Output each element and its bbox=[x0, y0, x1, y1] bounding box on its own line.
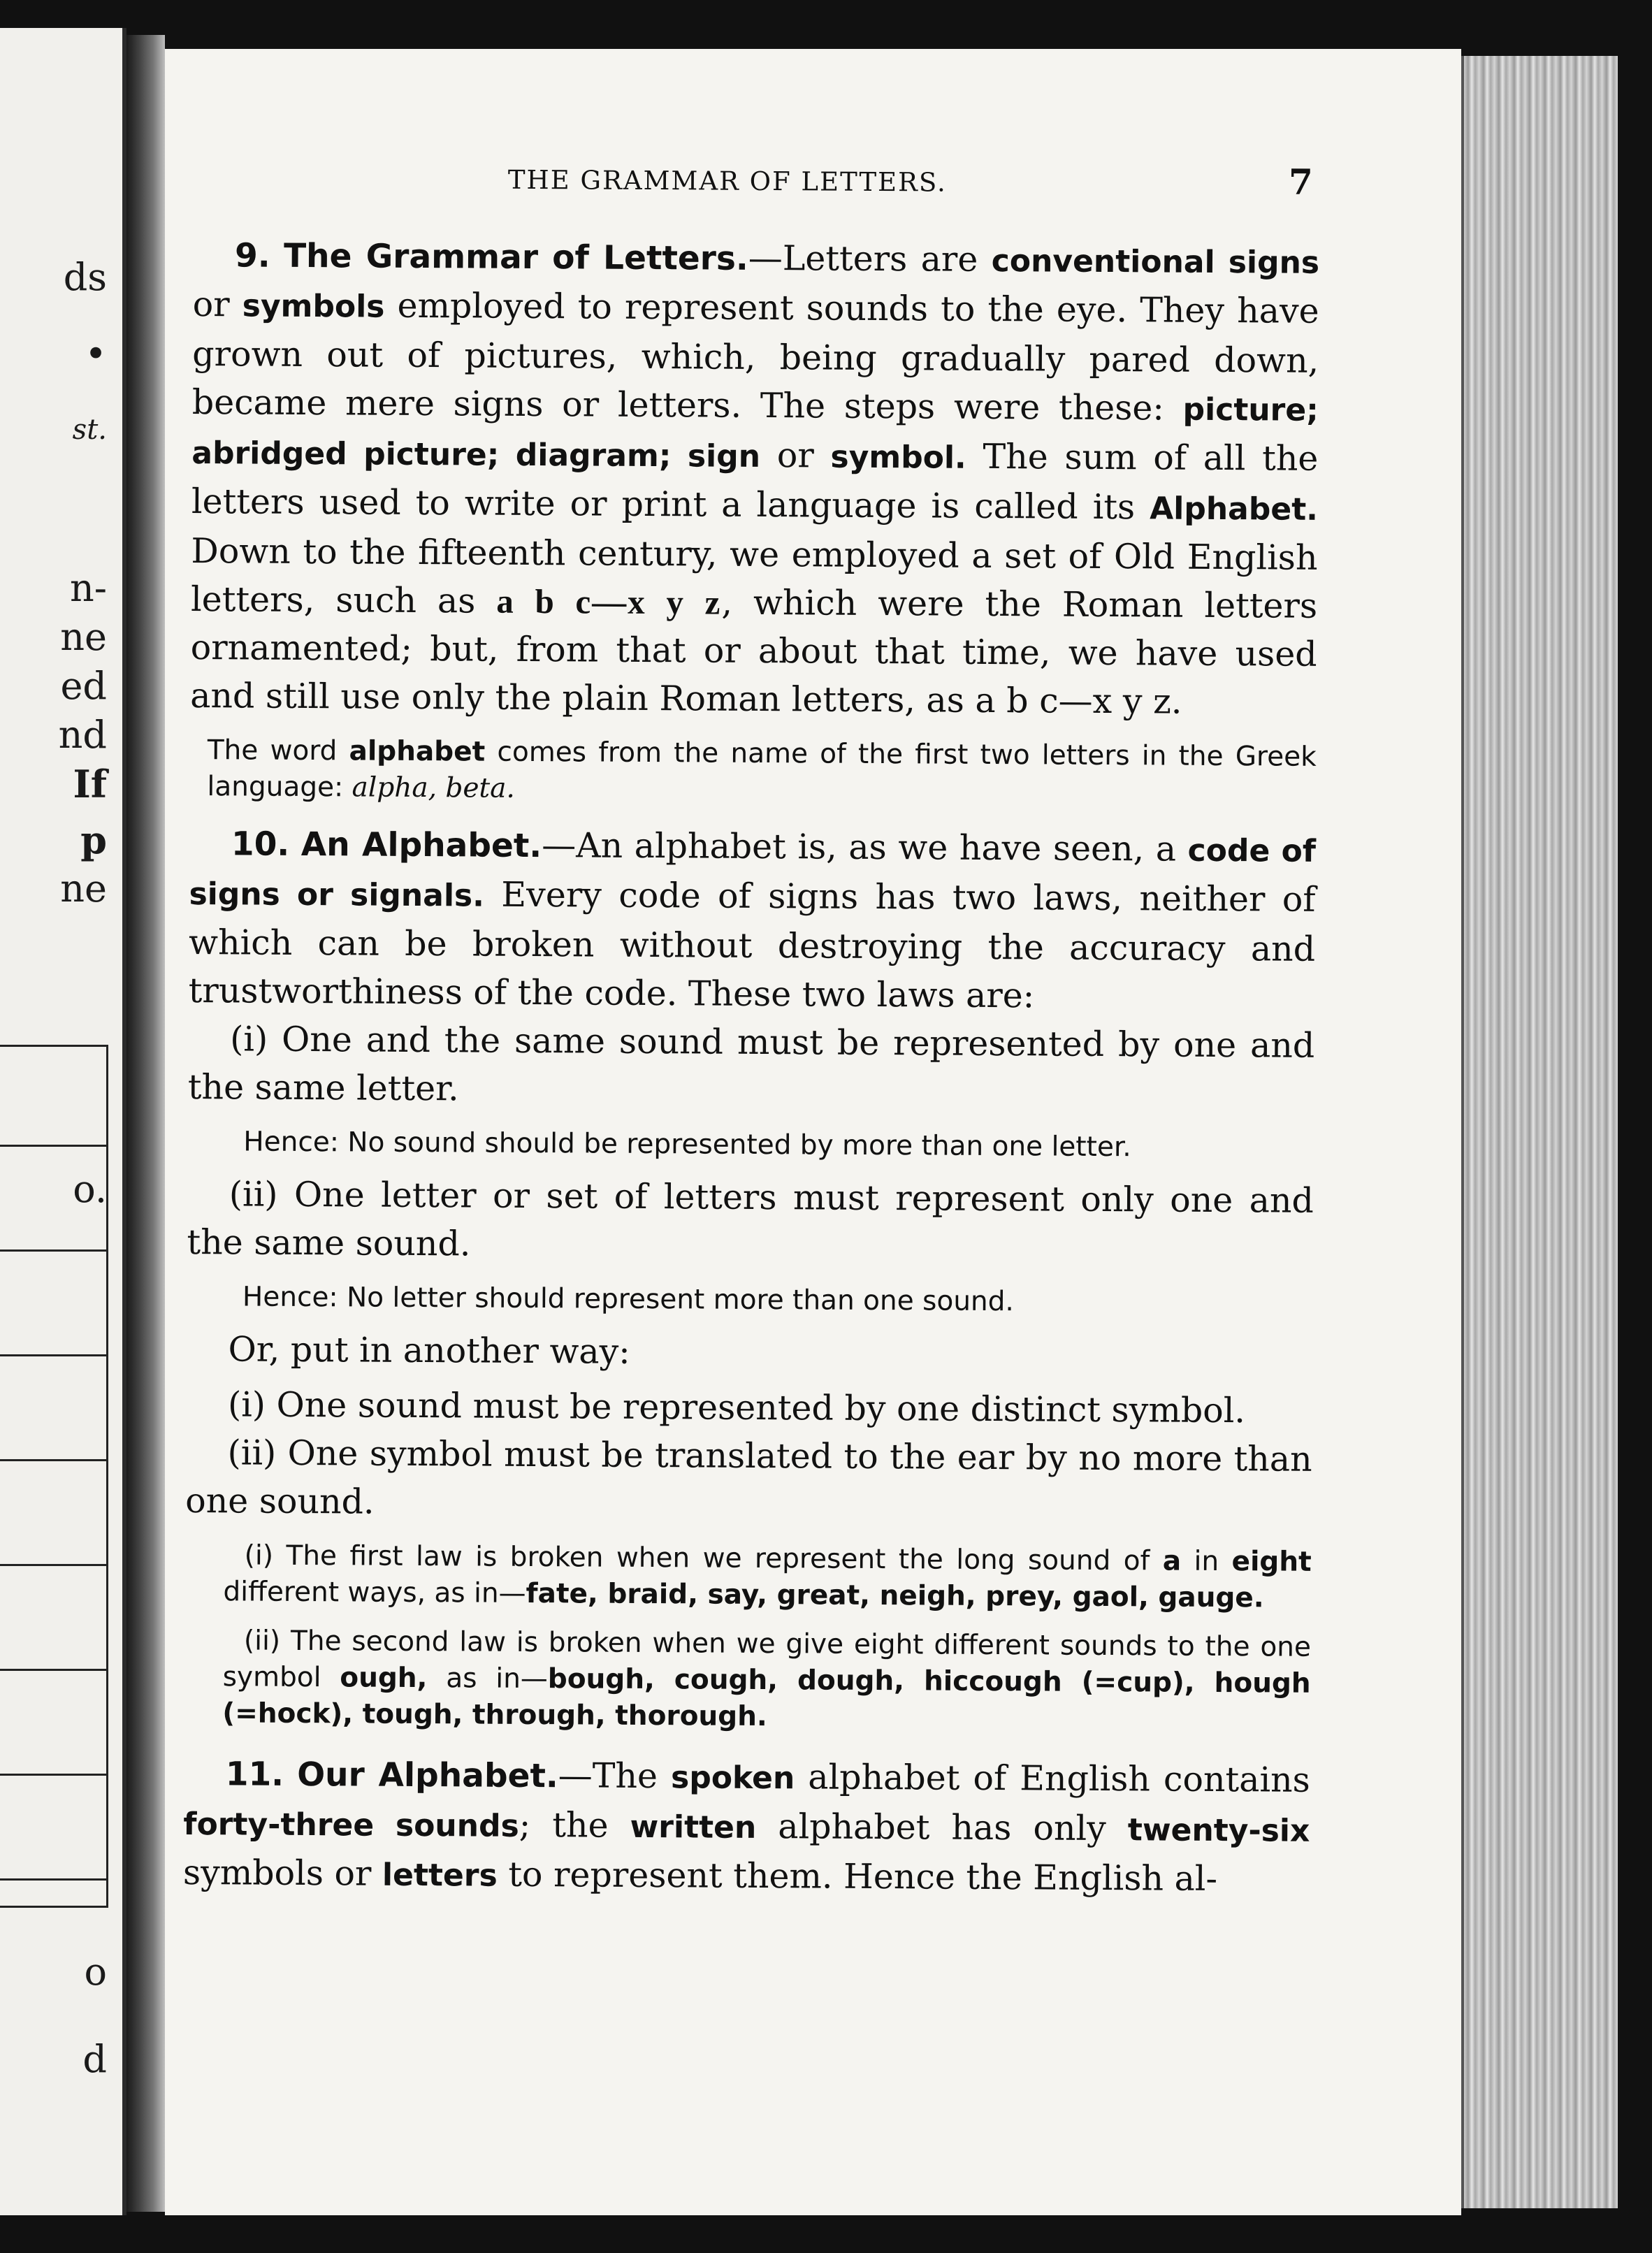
hence-2: Hence: No letter should represent more than one sound. bbox=[242, 1281, 1015, 1318]
text-run: Down to the fifteenth century, we employed a set of Old English letters, such as bbox=[190, 530, 1318, 621]
left-fragment: n- bbox=[69, 566, 107, 610]
alt-law-2: (ii) One symbol must be translated to the ear by no more than one sound. bbox=[185, 1433, 1312, 1522]
text-run: —Letters are bbox=[748, 238, 992, 280]
law-1: (i) One and the same sound must be represented by one and the same letter. bbox=[187, 1019, 1315, 1109]
text-run: The word bbox=[207, 734, 349, 767]
section-9-number: 9. bbox=[234, 236, 270, 275]
text-run: The sum of all the letters used to write or print a language is called its bbox=[191, 436, 1319, 528]
left-fragment: ed bbox=[60, 664, 107, 708]
law-2: (ii) One letter or set of letters must represent only one and the same sound. bbox=[187, 1174, 1314, 1264]
text-run: to represent them. Hence the English al- bbox=[497, 1854, 1218, 1899]
note-first-law bbox=[184, 1537, 1312, 1617]
bold-term: fate, braid, say, great, neigh, prey, gaol, gauge. bbox=[526, 1577, 1264, 1614]
section-11-paragraph bbox=[183, 1749, 1310, 1905]
bold-term: alphabet bbox=[349, 735, 486, 768]
text-run: symbols or bbox=[182, 1852, 383, 1894]
text-run: alphabet of English contains bbox=[795, 1757, 1310, 1800]
page-header bbox=[194, 154, 1320, 210]
bold-term: letters bbox=[382, 1857, 498, 1894]
section-10-number: 10. bbox=[231, 825, 290, 864]
section-11-number: 11. bbox=[225, 1755, 284, 1794]
text-run: (i) The first law is broken when we represent the long sound of bbox=[244, 1540, 1163, 1577]
old-english-letters: a b c—x y z bbox=[496, 581, 722, 622]
italic-term: alpha, beta. bbox=[352, 771, 515, 804]
bold-term: bough, cough, dough, hiccough (=cup), hough (=hock), tough, through, thorough. bbox=[222, 1663, 1311, 1733]
bold-term: picture; abridged picture; diagram; sign bbox=[191, 391, 1319, 474]
text-run: different ways, as in— bbox=[223, 1576, 526, 1609]
left-fragment: o bbox=[84, 1950, 107, 1994]
section-11-title: Our Alphabet. bbox=[297, 1755, 558, 1796]
text-run: —An alphabet is, as we have seen, a bbox=[542, 825, 1188, 869]
previous-page bbox=[0, 28, 126, 2215]
or-line: Or, put in another way: bbox=[228, 1329, 630, 1372]
section-9-paragraph bbox=[190, 231, 1319, 727]
page-number: 7 bbox=[1288, 161, 1313, 203]
text-run: or bbox=[192, 284, 242, 325]
left-fragment: If bbox=[73, 762, 107, 806]
bold-term: conventional signs bbox=[991, 242, 1320, 281]
text-run: Every code of signs has two laws, neither of which can be broken without destroying the accuracy and trustworthiness of the code. These two laws are: bbox=[188, 874, 1316, 1016]
bold-term: a bbox=[1162, 1545, 1182, 1577]
left-fragment: ne bbox=[60, 615, 107, 659]
left-fragment: ds bbox=[63, 255, 107, 299]
text-run: (ii) The second law is broken when we give eight different sounds to the one symbol bbox=[222, 1625, 1312, 1694]
section-9-note bbox=[189, 732, 1317, 812]
text-run: employed to represent sounds to the eye. They have grown out of pictures, which, being gradually pared down, became mere signs or letters. The steps were these: bbox=[191, 285, 1319, 428]
bold-term: spoken bbox=[670, 1760, 795, 1797]
bold-term: eight bbox=[1231, 1546, 1312, 1578]
bold-term: twenty-six bbox=[1127, 1812, 1310, 1849]
left-fragment: o. bbox=[73, 1167, 107, 1211]
text-run: —The bbox=[558, 1755, 672, 1797]
bold-term: Alphabet. bbox=[1150, 491, 1319, 528]
bold-term: symbols bbox=[242, 288, 385, 325]
section-10-title: An Alphabet. bbox=[300, 825, 542, 866]
text-run: ; the bbox=[519, 1804, 630, 1846]
page-text bbox=[183, 154, 1320, 1905]
bold-term: code of signs or signals. bbox=[189, 832, 1317, 914]
left-fragment: st. bbox=[72, 414, 107, 446]
book-gutter bbox=[126, 35, 165, 2212]
left-fragment: p bbox=[80, 818, 107, 862]
text-run: or bbox=[760, 435, 831, 476]
bold-term: symbol. bbox=[830, 439, 966, 476]
left-fragment: d bbox=[82, 2037, 107, 2081]
bold-term: ough, bbox=[340, 1662, 428, 1695]
hence-1: Hence: No sound should be represented by more than one letter. bbox=[243, 1126, 1131, 1164]
text-run: as in— bbox=[427, 1662, 549, 1695]
text-run: alphabet has only bbox=[756, 1806, 1129, 1849]
note-second-law bbox=[184, 1623, 1311, 1739]
section-9-title: The Grammar of Letters. bbox=[283, 236, 748, 278]
bold-term: written bbox=[630, 1809, 757, 1846]
left-fragment: ne bbox=[60, 867, 107, 911]
running-title: THE GRAMMAR OF LETTERS. bbox=[507, 164, 947, 198]
text-run: , which were the Roman letters ornamented; but, from that or about that time, we have used and still use only the plain Roman letters, as a b c—x y z. bbox=[190, 582, 1318, 722]
bold-term: forty-three sounds bbox=[183, 1806, 519, 1844]
alt-law-1: (i) One sound must be represented by one distinct symbol. bbox=[227, 1384, 1246, 1431]
text-run: comes from the name of the first two letters in the Greek language: bbox=[207, 736, 1317, 804]
text-run: in bbox=[1180, 1545, 1232, 1578]
left-fragment: nd bbox=[58, 713, 107, 757]
page-edges bbox=[1461, 56, 1618, 2208]
section-10-paragraph bbox=[188, 819, 1316, 1022]
left-fragment: • bbox=[85, 332, 107, 376]
